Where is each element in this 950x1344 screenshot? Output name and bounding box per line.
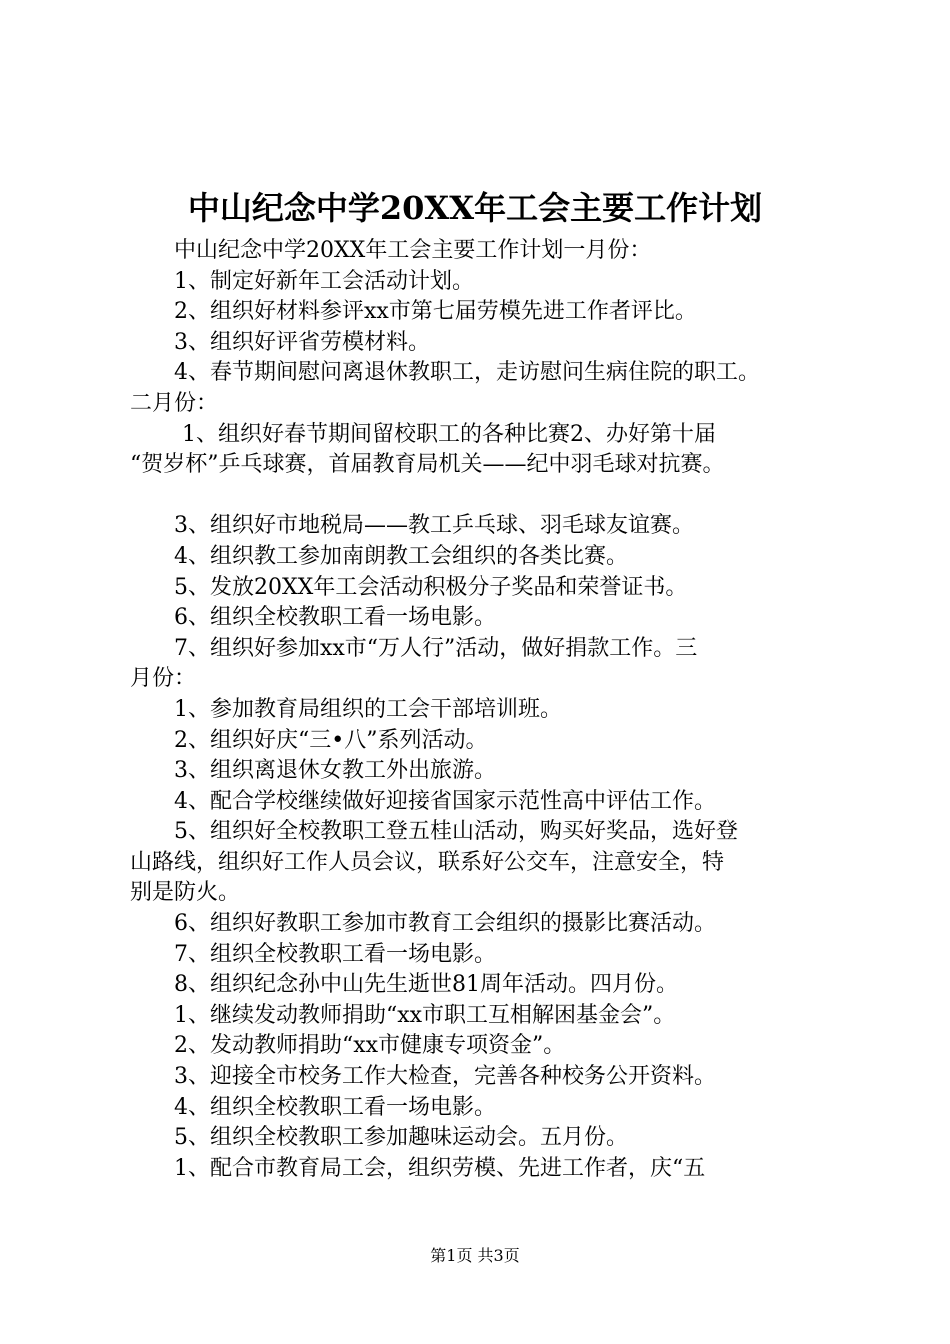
paragraph-line: 3、组织离退休女教工外出旅游。	[174, 758, 496, 784]
paragraph-line: 2、组织好庆“三•八”系列活动。	[174, 727, 488, 753]
paragraph-line: 7、组织全校教职工看一场电影。	[174, 941, 496, 967]
blank-line	[130, 481, 855, 512]
paragraph-line: 2、组织好材料参评xx市第七届劳模先进工作者评比。	[174, 299, 697, 325]
paragraph-line: 月份：	[130, 666, 197, 692]
paragraph-line: 3、组织好市地税局——教工乒乓球、羽毛球友谊赛。	[174, 513, 694, 539]
paragraph-line: 1、组织好春节期间留校职工的各种比赛2、办好第十届	[182, 421, 716, 447]
paragraph-line: 1、继续发动教师捐助“xx市职工互相解困基金会”。	[174, 1002, 676, 1028]
paragraph-line: 3、迎接全市校务工作大检查，完善各种校务公开资料。	[174, 1064, 716, 1090]
document-body	[130, 236, 855, 1184]
paragraph-line: 4、春节期间慰问离退休教职工，走访慰问生病住院的职工。	[174, 360, 760, 386]
paragraph-line: 5、组织全校教职工参加趣味运动会。五月份。	[174, 1125, 628, 1151]
paragraph-line: 4、组织全校教职工看一场电影。	[174, 1094, 496, 1120]
paragraph-line: 5、发放20XX年工会活动积极分子奖品和荣誉证书。	[174, 574, 688, 600]
paragraph-line: 4、组织教工参加南朗教工会组织的各类比赛。	[174, 543, 628, 569]
paragraph-line: 6、组织好教职工参加市教育工会组织的摄影比赛活动。	[174, 911, 716, 937]
paragraph-line: 别是防火。	[130, 880, 241, 906]
paragraph-line: 山路线，组织好工作人员会议，联系好公交车，注意安全，特	[130, 849, 725, 875]
paragraph-line: 4、配合学校继续做好迎接省国家示范性高中评估工作。	[174, 788, 716, 814]
paragraph-line: 7、组织好参加xx市“万人行”活动，做好捐款工作。三	[174, 635, 698, 661]
paragraph-line: 中山纪念中学20XX年工会主要工作计划一月份：	[174, 238, 652, 263]
document-title: 中山纪念中学20XX年工会主要工作计划	[187, 189, 763, 227]
paragraph-line: 1、配合市教育局工会，组织劳模、先进工作者，庆“五	[174, 1155, 706, 1181]
paragraph-line: 1、制定好新年工会活动计划。	[174, 268, 474, 294]
paragraph-line: 1、参加教育局组织的工会干部培训班。	[174, 696, 562, 722]
paragraph-line: 5、组织好全校教职工登五桂山活动，购买好奖品，选好登	[174, 819, 738, 845]
paragraph-line: “贺岁杯”乒乓球赛，首届教育局机关——纪中羽毛球对抗赛。	[130, 452, 725, 478]
paragraph-line: 6、组织全校教职工看一场电影。	[174, 605, 496, 631]
paragraph-line: 3、组织好评省劳模材料。	[174, 329, 430, 355]
paragraph-line: 2、发动教师捐助“xx市健康专项资金”。	[174, 1033, 566, 1059]
paragraph-line: 8、组织纪念孙中山先生逝世81周年活动。四月份。	[174, 972, 678, 998]
paragraph-line: 二月份：	[130, 390, 219, 416]
page-footer: 第1页 共3页	[430, 1246, 520, 1265]
